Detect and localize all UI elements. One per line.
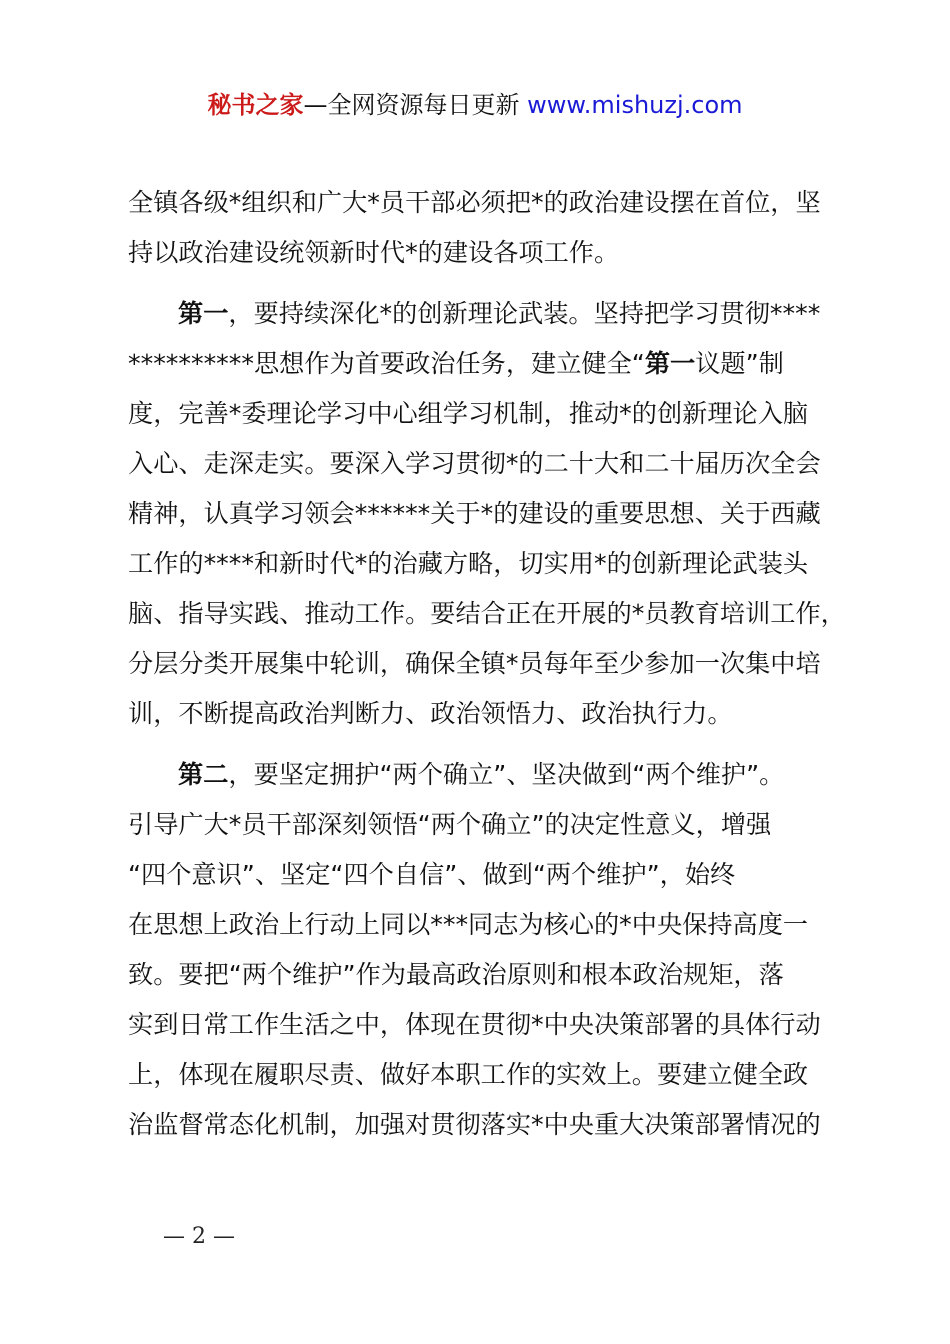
text-line: “四个意识”、坚定“四个自信”、做到“两个维护”，始终 xyxy=(128,860,736,889)
site-url[interactable]: www.mishuzj.com xyxy=(527,91,743,119)
paragraph-first xyxy=(128,289,848,739)
page-number: — 2 — xyxy=(163,1224,235,1249)
paragraph-lead: 第一 xyxy=(178,299,229,328)
site-header xyxy=(0,88,950,122)
line-text: ，要坚定拥护“两个确立”、坚决做到“两个维护”。 xyxy=(228,760,785,789)
line-text: **********思想作为首要政治任务，建立健全“ xyxy=(128,349,645,378)
line-text: ，要持续深化*的创新理论武装。坚持把学习贯彻**** xyxy=(228,299,821,328)
text-line xyxy=(128,289,848,339)
header-tagline: —全网资源每日更新 xyxy=(303,91,520,119)
text-line: 致。要把“两个维护”作为最高政治原则和根本政治规矩，落 xyxy=(128,960,784,989)
text-line: 持以政治建设统领新时代*的建设各项工作。 xyxy=(128,238,620,267)
text-line: 工作的****和新时代*的治藏方略，切实用*的创新理论武装头 xyxy=(128,549,809,578)
inline-bold-text: 第一 xyxy=(644,349,696,378)
text-line: 治监督常态化机制，加强对贯彻落实*中央重大决策部署情况的 xyxy=(128,1110,821,1139)
text-line xyxy=(128,339,848,389)
text-line: 入心、走深走实。要深入学习贯彻*的二十大和二十届历次全会 xyxy=(128,449,821,478)
text-line: 全镇各级*组织和广大*员干部必须把*的政治建设摆在首位，坚 xyxy=(128,188,821,217)
text-line: 引导广大*员干部深刻领悟“两个确立”的决定性意义，增强 xyxy=(128,810,772,839)
paragraph-second xyxy=(128,750,848,1150)
text-line: 度，完善*委理论学习中心组学习机制，推动*的创新理论入脑 xyxy=(128,399,809,428)
paragraph-intro xyxy=(128,178,848,278)
line-text: 议题”制 xyxy=(695,349,784,378)
text-line: 上，体现在履职尽责、做好本职工作的实效上。要建立健全政 xyxy=(128,1060,809,1089)
document-body xyxy=(128,178,848,1150)
brand-name: 秘书之家 xyxy=(207,91,304,119)
text-line: 分层分类开展集中轮训，确保全镇*员每年至少参加一次集中培 xyxy=(128,649,821,678)
text-line: 在思想上政治上行动上同以***同志为核心的*中央保持高度一 xyxy=(128,910,809,939)
text-line: 精神，认真学习领会******关于*的建设的重要思想、关于西藏 xyxy=(128,499,821,528)
text-line: 脑、指导实践、推动工作。要结合正在开展的*员教育培训工作， xyxy=(128,599,846,628)
text-line: 训，不断提高政治判断力、政治领悟力、政治执行力。 xyxy=(128,699,733,728)
paragraph-lead: 第二 xyxy=(178,760,229,789)
text-line: 实到日常工作生活之中，体现在贯彻*中央决策部署的具体行动 xyxy=(128,1010,821,1039)
text-line xyxy=(128,750,848,800)
